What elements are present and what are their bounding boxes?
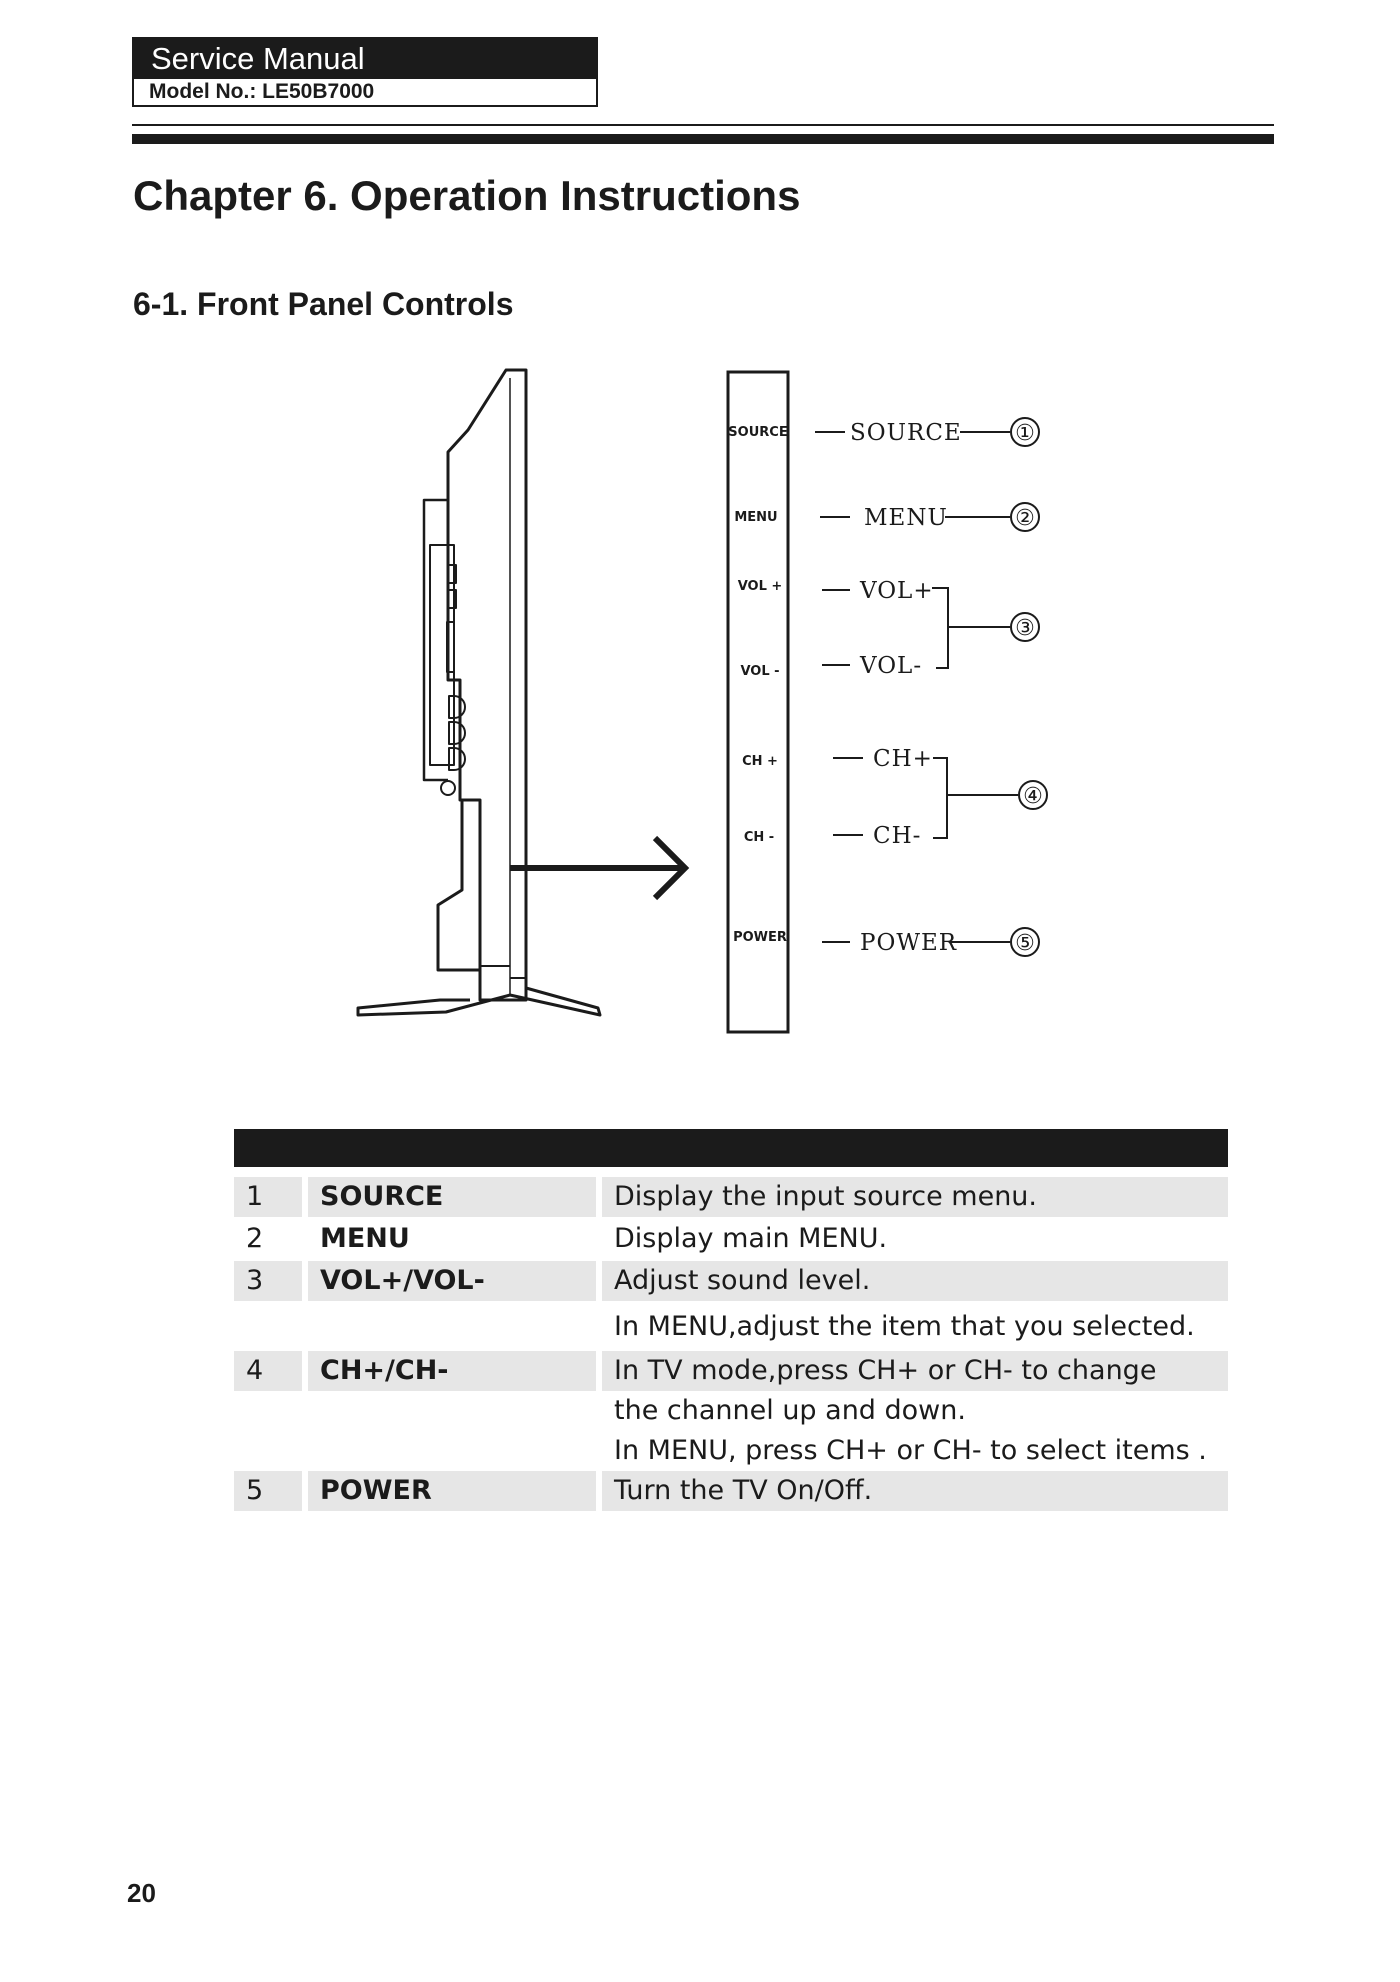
front-panel-diagram (350, 360, 1070, 1040)
callout-number-1: ① (1015, 421, 1035, 446)
panel-label-ch-down: CH - (743, 830, 775, 845)
panel-label-ch-up: CH + (742, 754, 778, 769)
header-model-number: Model No.: LE50B7000 (149, 80, 375, 103)
table-row-menu (234, 1217, 1228, 1261)
callout-number-2: ② (1015, 506, 1035, 531)
callout-label-ch-up: CH+ (873, 746, 933, 772)
table-row-power (234, 1471, 1228, 1511)
chapter-title: Chapter 6. Operation Instructions (133, 172, 801, 219)
row-description: Display the input source menu. (602, 1177, 1228, 1217)
header-title: Service Manual (134, 39, 596, 79)
row-description: Display main MENU. (614, 1223, 888, 1254)
controls-table (234, 1129, 1228, 1511)
row-number: 2 (246, 1223, 264, 1254)
row-control-name: CH+/CH- (308, 1351, 596, 1391)
panel-label-power: POWER (733, 930, 787, 945)
callout-label-vol-up: VOL+ (860, 578, 934, 604)
callout-label-menu: MENU (864, 505, 948, 531)
manual-header (132, 37, 598, 107)
callout-number-3: ③ (1015, 616, 1035, 641)
callout-number-4: ④ (1023, 784, 1043, 809)
row-control-name: VOL+/VOL- (308, 1261, 596, 1301)
panel-label-menu: MENU (734, 510, 778, 525)
row-description-continued: the channel up and down. (614, 1395, 966, 1426)
callout-label-source: SOURCE (850, 420, 962, 446)
row-description-continued: In MENU, press CH+ or CH- to select items . (614, 1435, 1207, 1466)
panel-label-vol-up: VOL + (737, 579, 783, 594)
row-description: Turn the TV On/Off. (602, 1471, 1228, 1511)
row-control-name: POWER (308, 1471, 596, 1511)
page-number: 20 (127, 1878, 156, 1908)
row-description: Adjust sound level. (602, 1261, 1228, 1301)
panel-label-source: SOURCE (728, 425, 788, 440)
callout-label-ch-down: CH- (873, 823, 922, 849)
row-description-continued: In MENU,adjust the item that you selected. (614, 1311, 1195, 1342)
table-row-volume (234, 1261, 1228, 1351)
arrow-icon (510, 838, 685, 898)
row-number: 1 (234, 1177, 302, 1217)
panel-label-vol-down: VOL - (740, 664, 780, 679)
callout-numbers (1011, 418, 1047, 956)
header-rule-thin (132, 124, 1274, 126)
row-number: 4 (234, 1351, 302, 1391)
row-control-name: SOURCE (308, 1177, 596, 1217)
row-description: In TV mode,press CH+ or CH- to change (602, 1351, 1228, 1391)
table-row-channel (234, 1351, 1228, 1471)
row-control-name: MENU (320, 1223, 410, 1254)
tv-side-view-illustration (358, 370, 600, 1015)
callout-label-power: POWER (860, 930, 958, 956)
row-number: 5 (234, 1471, 302, 1511)
table-row-source (234, 1177, 1228, 1217)
row-number: 3 (234, 1261, 302, 1301)
section-title: 6-1. Front Panel Controls (133, 286, 514, 322)
callout-label-vol-down: VOL- (860, 653, 923, 679)
table-header-bar (234, 1129, 1228, 1167)
callout-number-5: ⑤ (1015, 931, 1035, 956)
header-rule-thick (132, 134, 1274, 144)
callout-labels (850, 420, 962, 956)
